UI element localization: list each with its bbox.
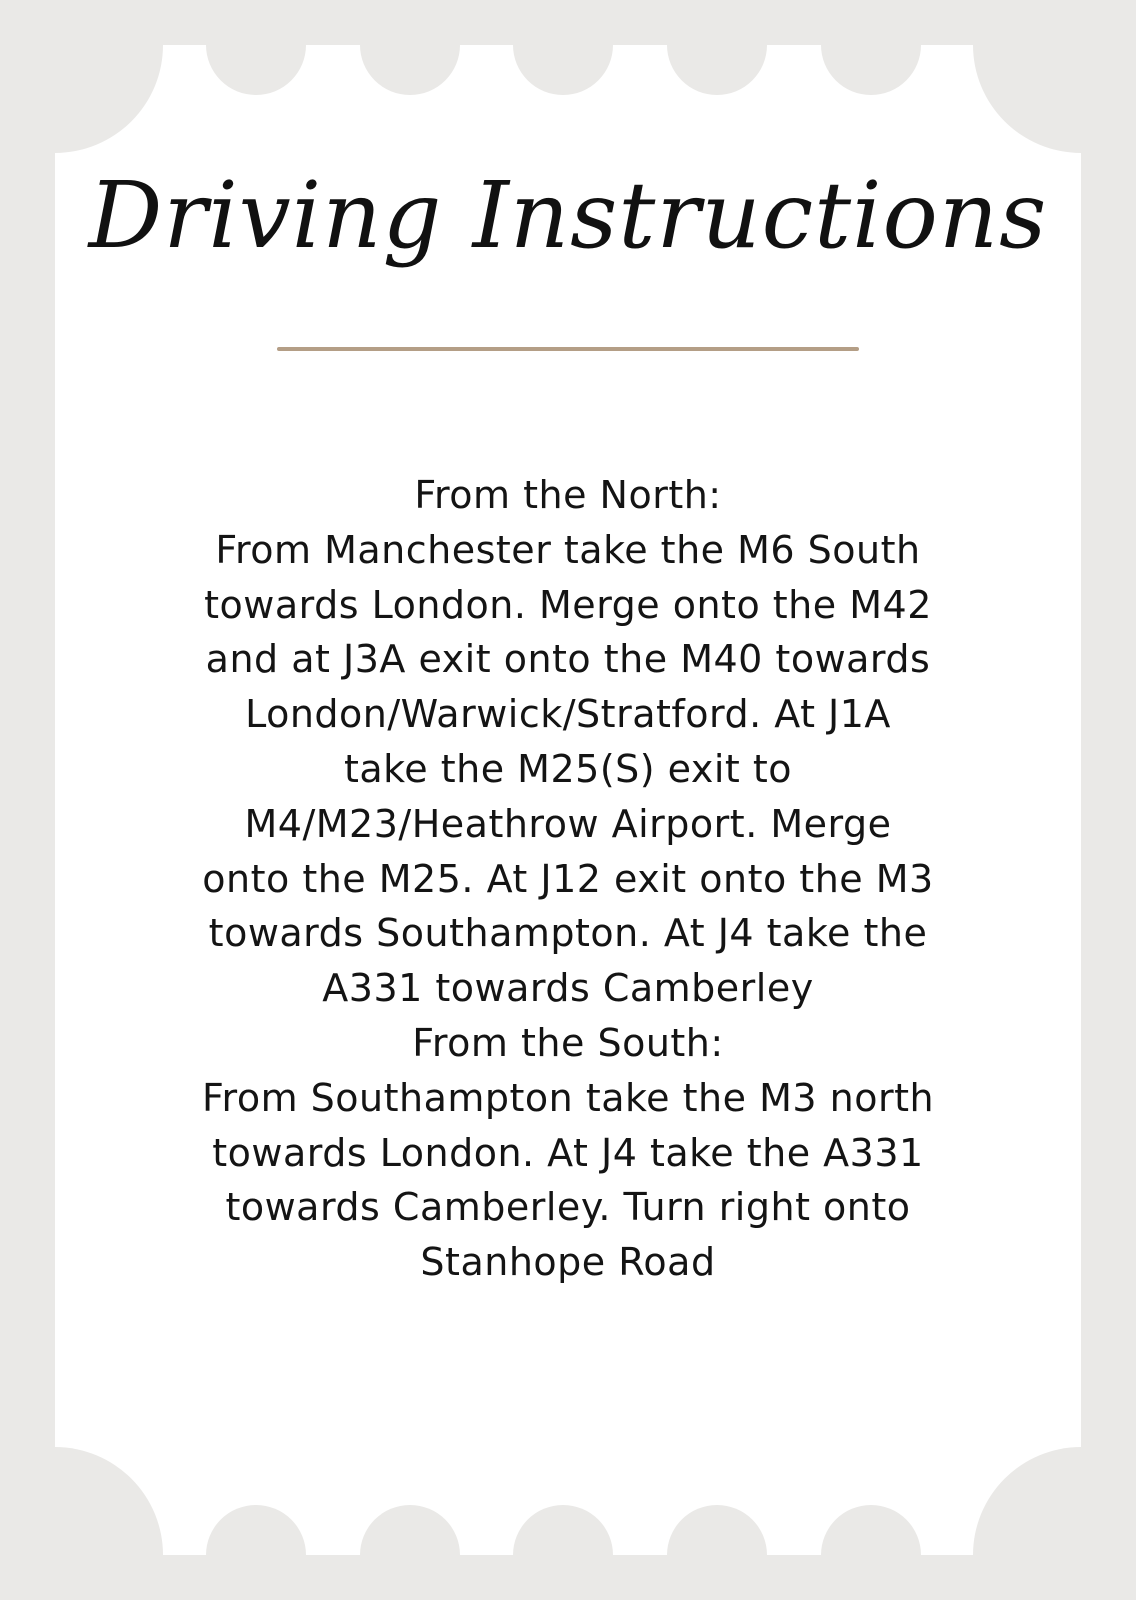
section-south-text: From Southampton take the M3 north towards London. At J4 take the A331 towards Camberley. Turn right onto Stanhope Road — [201, 1075, 935, 1285]
directions-body — [198, 468, 938, 1290]
page-title: Driving Instructions — [88, 162, 1048, 269]
section-south-heading: From the South: — [412, 1020, 724, 1065]
section-north-text: From Manchester take the M6 South towards London. Merge onto the M42 and at J3A exit onto the M40 towards London/Warwick/Stratford. At J1A take the M25(S) exit to M4/M23/Heathrow Airport. Merge onto the M25. At J12 exit onto the M3 towards Southampton. At J4 take the A331 towards Camberley — [202, 527, 934, 1011]
section-north-heading: From the North: — [414, 473, 722, 517]
title-divider — [277, 347, 859, 351]
